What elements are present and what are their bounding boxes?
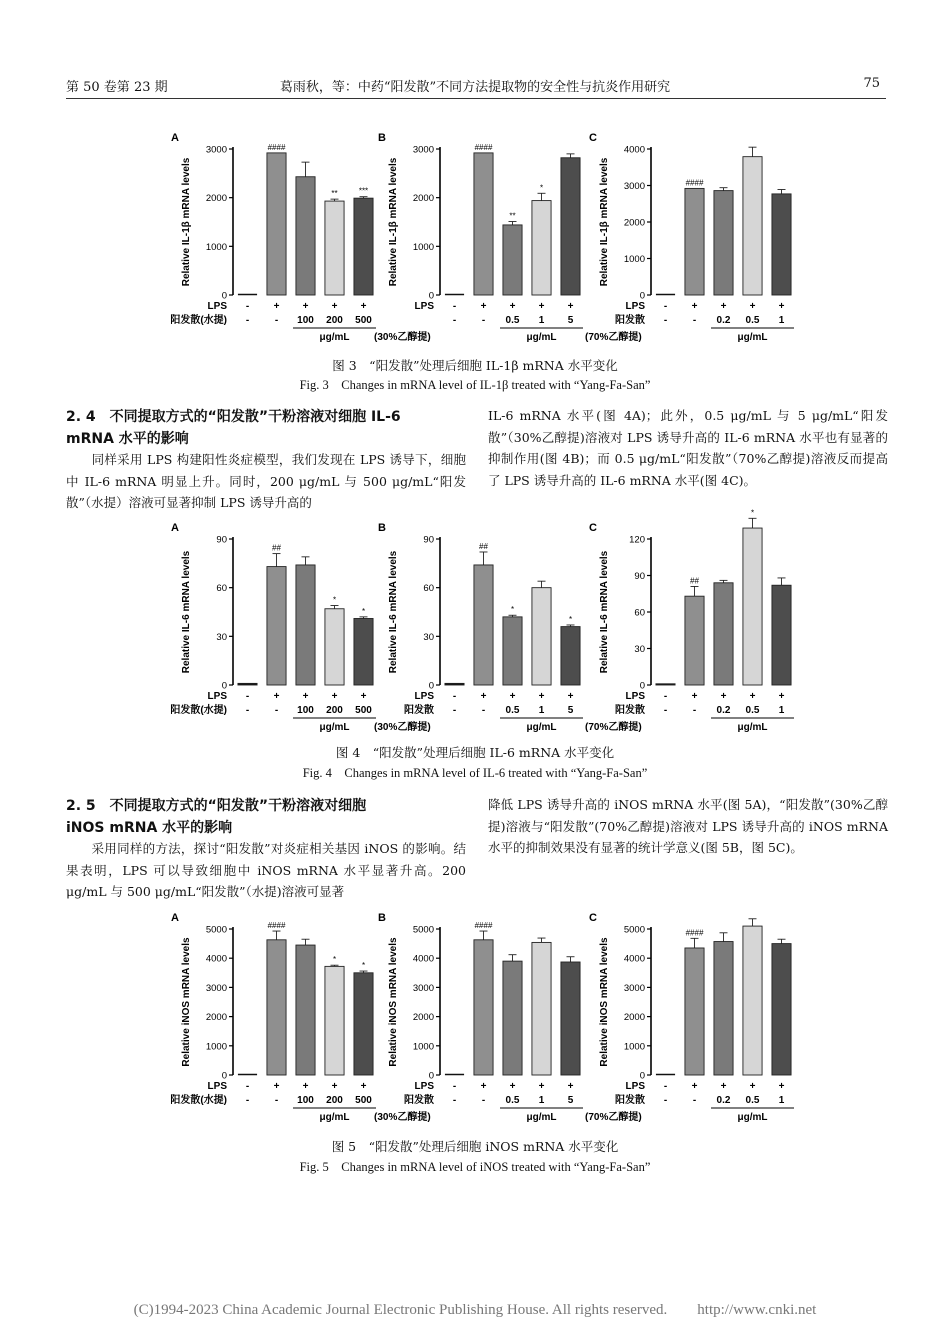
- panel-letter: B: [378, 912, 386, 924]
- extraction-group-label: (70%乙醇提): [585, 722, 642, 733]
- lps-value: +: [778, 1081, 785, 1092]
- bar: [238, 683, 257, 685]
- dose-value: -: [452, 315, 457, 326]
- dose-value: 200: [326, 1095, 343, 1106]
- y-axis-label: Relative IL-6 mRNA levels: [599, 550, 610, 674]
- lps-value: -: [245, 691, 250, 702]
- dose-value: -: [245, 315, 250, 326]
- extraction-group-label: (30%乙醇提): [374, 722, 431, 733]
- dose-value: 5: [567, 705, 574, 716]
- dose-value: 0.5: [505, 315, 520, 326]
- significance-mark: ##: [272, 543, 281, 553]
- bar: [296, 177, 315, 295]
- fig4-caption-en: Fig. 4 Changes in mRNA level of IL-6 treated with “Yang-Fa-San”: [302, 766, 648, 780]
- y-tick-label: 4000: [205, 953, 227, 965]
- lps-value: -: [452, 301, 457, 312]
- bar: [296, 945, 315, 1075]
- dose-value: 5: [567, 315, 574, 326]
- lps-value: +: [778, 691, 785, 702]
- dose-value: 500: [355, 315, 372, 326]
- dose-value: 200: [326, 315, 343, 326]
- y-tick-label: 0: [428, 680, 434, 692]
- treatment-row-label: 阳发散(水提): [170, 1095, 227, 1106]
- bar: [474, 153, 493, 295]
- lps-value: -: [663, 301, 668, 312]
- lps-value: -: [245, 1081, 250, 1092]
- lps-value: +: [480, 1081, 487, 1092]
- y-tick-label: 5000: [205, 924, 227, 936]
- significance-mark: ***: [358, 186, 369, 196]
- panel-letter: A: [171, 912, 179, 924]
- lps-value: +: [538, 691, 545, 702]
- running-title: 葛雨秋，等：中药“阳发散”不同方法提取物的安全性与抗炎作用研究: [279, 80, 671, 95]
- dose-value: 0.2: [716, 1095, 731, 1106]
- dose-value: -: [274, 1095, 279, 1106]
- bar: [714, 583, 733, 685]
- lps-value: -: [452, 691, 457, 702]
- lps-value: +: [691, 1081, 698, 1092]
- dose-value: -: [481, 705, 486, 716]
- y-tick-label: 0: [639, 680, 645, 692]
- panel-letter: A: [171, 522, 179, 534]
- bar: [772, 585, 791, 685]
- lps-value: +: [480, 691, 487, 702]
- fig4-panel-b: [372, 515, 597, 745]
- y-tick-label: 3000: [623, 982, 645, 994]
- lps-value: +: [360, 301, 367, 312]
- lps-value: +: [273, 1081, 280, 1092]
- significance-mark: ####: [474, 921, 493, 931]
- y-tick-label: 90: [216, 534, 227, 546]
- y-tick-label: 1000: [412, 241, 434, 253]
- fig5-panel-a: [165, 905, 390, 1135]
- bar: [267, 567, 286, 685]
- bar: [561, 627, 580, 685]
- lps-value: +: [331, 301, 338, 312]
- y-tick-label: 3000: [205, 144, 227, 156]
- significance-mark: ####: [267, 921, 286, 931]
- lps-value: +: [720, 691, 727, 702]
- journal-volume-issue: 第 50 卷第 23 期: [66, 80, 168, 95]
- y-axis-label: Relative IL-6 mRNA levels: [181, 550, 192, 674]
- lps-value: +: [567, 691, 574, 702]
- treatment-row-label: 阳发散(水提): [170, 315, 227, 326]
- y-tick-label: 120: [629, 534, 645, 546]
- y-tick-label: 4000: [623, 953, 645, 965]
- dose-value: 1: [538, 1095, 545, 1106]
- copyright-footer: (C)1994-2023 China Academic Journal Electronic Publishing House. All rights reserved. http://www.cnki.net: [133, 1302, 817, 1318]
- bar: [561, 962, 580, 1075]
- fig3-caption-en: Fig. 3 Changes in mRNA level of IL-1β treated with “Yang-Fa-San”: [299, 378, 651, 392]
- dose-value: -: [274, 705, 279, 716]
- significance-mark: *: [510, 605, 515, 615]
- lps-value: +: [480, 301, 487, 312]
- bar: [532, 942, 551, 1075]
- dose-value: -: [663, 1095, 668, 1106]
- fig5-caption-en: Fig. 5 Changes in mRNA level of iNOS treated with “Yang-Fa-San”: [299, 1160, 651, 1174]
- bar: [503, 225, 522, 295]
- unit-label: μg/mL: [737, 1112, 768, 1123]
- dose-value: 100: [297, 315, 314, 326]
- unit-label: μg/mL: [526, 332, 557, 343]
- lps-row-label: LPS: [414, 691, 434, 702]
- fig4-panel-c: [583, 508, 808, 745]
- panel-letter: C: [589, 912, 597, 924]
- header-rule: [66, 98, 886, 99]
- dose-value: 1: [778, 315, 785, 326]
- lps-value: +: [778, 301, 785, 312]
- y-tick-label: 1000: [205, 1041, 227, 1053]
- y-axis-label: Relative iNOS mRNA levels: [181, 937, 192, 1067]
- significance-mark: **: [331, 189, 338, 199]
- y-tick-label: 1000: [623, 1041, 645, 1053]
- lps-row-label: LPS: [625, 301, 645, 312]
- lps-row-label: LPS: [207, 691, 227, 702]
- y-tick-label: 0: [639, 1070, 645, 1082]
- treatment-row-label: 阳发散: [404, 1095, 434, 1106]
- extraction-group-label: (70%乙醇提): [585, 332, 642, 343]
- lps-value: +: [509, 1081, 516, 1092]
- fig4-caption-cn: 图 4 “阳发散”处理后细胞 IL-6 mRNA 水平变化: [335, 745, 615, 760]
- bar: [267, 153, 286, 295]
- bar: [503, 961, 522, 1075]
- fig5-panel-c: [583, 905, 808, 1135]
- bar: [772, 944, 791, 1075]
- treatment-row-label: 阳发散: [615, 1095, 645, 1106]
- fig3-panel-c: [583, 125, 808, 355]
- lps-row-label: LPS: [414, 1081, 434, 1092]
- dose-value: 5: [567, 1095, 574, 1106]
- y-axis-label: Relative IL-1β mRNA levels: [388, 157, 399, 287]
- bar: [354, 618, 373, 685]
- unit-label: μg/mL: [319, 332, 350, 343]
- bar: [325, 966, 344, 1075]
- significance-mark: *: [568, 614, 573, 624]
- fig5-caption-cn: 图 5 “阳发散”处理后细胞 iNOS mRNA 水平变化: [331, 1139, 619, 1154]
- y-tick-label: 0: [221, 290, 227, 302]
- dose-value: 1: [778, 705, 785, 716]
- dose-value: -: [692, 705, 697, 716]
- unit-label: μg/mL: [526, 1112, 557, 1123]
- bar: [325, 609, 344, 685]
- significance-mark: ####: [685, 928, 704, 938]
- bar: [532, 201, 551, 295]
- dose-value: 1: [538, 315, 545, 326]
- bar: [267, 940, 286, 1075]
- significance-mark: ##: [690, 576, 699, 586]
- y-tick-label: 1000: [205, 241, 227, 253]
- y-axis-label: Relative IL-6 mRNA levels: [388, 550, 399, 674]
- y-tick-label: 4000: [623, 144, 645, 156]
- dose-value: 100: [297, 705, 314, 716]
- y-tick-label: 5000: [623, 924, 645, 936]
- section-2-5-text-right: 降低 LPS 诱导升高的 iNOS mRNA 水平(图 5A)，“阳发散”(30%乙醇提)溶液与“阳发散”(70%乙醇提)溶液对 LPS 诱导升高的 iNOS mRNA 水平的抑制效果没有显著的统计学意义(图 5B，图 5C)。: [488, 797, 888, 855]
- unit-label: μg/mL: [737, 722, 768, 733]
- bar: [354, 198, 373, 295]
- extraction-group-label: (30%乙醇提): [374, 332, 431, 343]
- y-tick-label: 1000: [623, 254, 645, 265]
- significance-mark: *: [539, 183, 544, 193]
- section-2-5-text-left: 采用同样的方法，探讨“阳发散”对炎症相关基因 iNOS 的影响。结果表明，LPS 可以导致细胞中 iNOS mRNA 水平显著升高。200 μg/mL 与 500 μg/mL“阳发散”（水提)溶液可显著: [66, 841, 466, 899]
- y-tick-label: 2000: [412, 193, 434, 205]
- lps-row-label: LPS: [207, 1081, 227, 1092]
- unit-label: μg/mL: [737, 332, 768, 343]
- y-tick-label: 2000: [412, 1012, 434, 1024]
- lps-value: +: [720, 301, 727, 312]
- fig3-panel-a: [165, 125, 390, 355]
- bar: [743, 157, 762, 295]
- dose-value: 1: [538, 705, 545, 716]
- dose-value: 0.5: [505, 1095, 520, 1106]
- significance-mark: ##: [479, 541, 488, 551]
- y-axis-label: Relative IL-1β mRNA levels: [599, 157, 610, 287]
- significance-mark: **: [509, 211, 516, 221]
- y-tick-label: 90: [634, 571, 645, 582]
- y-tick-label: 3000: [205, 982, 227, 994]
- lps-value: +: [509, 691, 516, 702]
- bar: [561, 158, 580, 295]
- dose-value: 100: [297, 1095, 314, 1106]
- lps-value: -: [663, 691, 668, 702]
- section-2-5-heading-line2: iNOS mRNA 水平的影响: [66, 820, 233, 836]
- significance-mark: *: [361, 606, 366, 616]
- section-2-4-heading-line1: 2. 4 不同提取方式的“阳发散”干粉溶液对细胞 IL-6: [66, 409, 401, 425]
- lps-value: +: [567, 1081, 574, 1092]
- bar: [685, 188, 704, 295]
- y-tick-label: 4000: [412, 953, 434, 965]
- bar: [296, 565, 315, 685]
- y-tick-label: 60: [634, 607, 645, 619]
- lps-row-label: LPS: [625, 691, 645, 702]
- dose-value: 500: [355, 705, 372, 716]
- dose-value: -: [452, 1095, 457, 1106]
- section-2-4-text-left: 同样采用 LPS 构建阳性炎症模型，我们发现在 LPS 诱导下，细胞中 IL-6 mRNA 明显上升。同时，200 μg/mL 与 500 μg/mL“阳发散”（水提）溶液可显著抑制 LPS 诱导升高的: [66, 452, 466, 510]
- lps-value: +: [302, 301, 309, 312]
- significance-mark: ####: [267, 142, 286, 152]
- lps-value: -: [452, 1081, 457, 1092]
- bar: [714, 942, 733, 1075]
- lps-row-label: LPS: [414, 301, 434, 312]
- unit-label: μg/mL: [526, 722, 557, 733]
- lps-value: +: [538, 1081, 545, 1092]
- lps-row-label: LPS: [207, 301, 227, 312]
- treatment-row-label: 阳发散: [404, 705, 434, 716]
- lps-value: +: [331, 691, 338, 702]
- dose-value: -: [245, 705, 250, 716]
- dose-value: -: [692, 1095, 697, 1106]
- y-tick-label: 2000: [623, 1012, 645, 1024]
- lps-value: +: [360, 1081, 367, 1092]
- panel-letter: A: [171, 132, 179, 144]
- y-axis-label: Relative iNOS mRNA levels: [388, 937, 399, 1067]
- section-2-4-text-right: IL-6 mRNA 水平(图 4A)；此外，0.5 μg/mL 与 5 μg/mL“阳发散”（30%乙醇提)溶液对 LPS 诱导升高的 IL-6 mRNA 水平也有显著的抑制作用(图 4B)；而 0.5 μg/mL“阳发散”（70%乙醇提)溶液反而提高了 LPS 诱导升高的 IL-6 mRNA 水平(图 4C)。: [488, 408, 888, 488]
- dose-value: -: [481, 315, 486, 326]
- bar: [714, 191, 733, 295]
- lps-value: +: [720, 1081, 727, 1092]
- dose-value: 0.5: [745, 1095, 760, 1106]
- panel-letter: C: [589, 522, 597, 534]
- dose-value: -: [452, 705, 457, 716]
- dose-value: 0.5: [745, 315, 760, 326]
- y-tick-label: 2000: [205, 1012, 227, 1024]
- dose-value: -: [274, 315, 279, 326]
- bar: [743, 926, 762, 1075]
- y-tick-label: 3000: [412, 144, 434, 156]
- dose-value: -: [481, 1095, 486, 1106]
- dose-value: -: [692, 315, 697, 326]
- treatment-row-label: 阳发散: [615, 315, 645, 326]
- y-tick-label: 30: [216, 631, 227, 643]
- significance-mark: *: [332, 595, 337, 605]
- lps-value: +: [360, 691, 367, 702]
- extraction-group-label: (70%乙醇提): [585, 1112, 642, 1123]
- lps-value: +: [567, 301, 574, 312]
- dose-value: 1: [778, 1095, 785, 1106]
- page-number: 75: [863, 76, 880, 91]
- lps-value: +: [509, 301, 516, 312]
- y-tick-label: 2000: [623, 217, 645, 229]
- lps-value: +: [691, 301, 698, 312]
- bar: [354, 973, 373, 1075]
- dose-value: 0.5: [505, 705, 520, 716]
- fig5-panel-b: [372, 905, 597, 1135]
- lps-value: +: [331, 1081, 338, 1092]
- bar: [685, 596, 704, 685]
- y-tick-label: 0: [428, 1070, 434, 1082]
- bar: [685, 948, 704, 1075]
- y-tick-label: 60: [423, 583, 434, 595]
- treatment-row-label: 阳发散: [615, 705, 645, 716]
- significance-mark: *: [332, 955, 337, 965]
- dose-value: 0.5: [745, 705, 760, 716]
- y-tick-label: 1000: [412, 1041, 434, 1053]
- unit-label: μg/mL: [319, 1112, 350, 1123]
- bar: [474, 940, 493, 1075]
- lps-value: +: [538, 301, 545, 312]
- lps-value: +: [302, 691, 309, 702]
- y-tick-label: 30: [634, 644, 645, 655]
- y-tick-label: 5000: [412, 924, 434, 936]
- unit-label: μg/mL: [319, 722, 350, 733]
- significance-mark: *: [750, 508, 755, 518]
- significance-mark: ####: [685, 178, 704, 188]
- panel-letter: B: [378, 522, 386, 534]
- significance-mark: *: [361, 961, 366, 971]
- lps-row-label: LPS: [625, 1081, 645, 1092]
- bar: [532, 588, 551, 685]
- y-tick-label: 0: [221, 1070, 227, 1082]
- dose-value: 200: [326, 705, 343, 716]
- lps-value: +: [749, 691, 756, 702]
- y-axis-label: Relative iNOS mRNA levels: [599, 937, 610, 1067]
- panel-letter: C: [589, 132, 597, 144]
- dose-value: -: [663, 705, 668, 716]
- y-tick-label: 90: [423, 534, 434, 546]
- y-axis-label: Relative IL-1β mRNA levels: [181, 157, 192, 287]
- lps-value: -: [245, 301, 250, 312]
- y-tick-label: 30: [423, 631, 434, 643]
- lps-value: +: [749, 301, 756, 312]
- section-2-5-heading-line1: 2. 5 不同提取方式的“阳发散”干粉溶液对细胞: [66, 798, 367, 814]
- lps-value: +: [273, 691, 280, 702]
- section-2-4-heading-line2: mRNA 水平的影响: [66, 431, 189, 447]
- lps-value: +: [273, 301, 280, 312]
- bar: [656, 684, 675, 685]
- y-tick-label: 3000: [623, 181, 645, 192]
- extraction-group-label: (30%乙醇提): [374, 1112, 431, 1123]
- fig3-caption-cn: 图 3 “阳发散”处理后细胞 IL-1β mRNA 水平变化: [332, 358, 618, 373]
- y-tick-label: 0: [428, 290, 434, 302]
- lps-value: +: [691, 691, 698, 702]
- dose-value: 0.2: [716, 705, 731, 716]
- lps-value: +: [302, 1081, 309, 1092]
- significance-mark: ####: [474, 142, 493, 152]
- bar: [474, 565, 493, 685]
- bar: [445, 683, 464, 685]
- bar: [325, 201, 344, 295]
- panel-letter: B: [378, 132, 386, 144]
- dose-value: 500: [355, 1095, 372, 1106]
- dose-value: 0.2: [716, 315, 731, 326]
- dose-value: -: [663, 315, 668, 326]
- bar: [772, 194, 791, 295]
- fig4-panel-a: [165, 515, 390, 745]
- dose-value: -: [245, 1095, 250, 1106]
- y-tick-label: 0: [221, 680, 227, 692]
- lps-value: -: [663, 1081, 668, 1092]
- y-tick-label: 2000: [205, 193, 227, 205]
- bar: [743, 528, 762, 685]
- y-tick-label: 3000: [412, 982, 434, 994]
- fig3-panel-b: [372, 125, 597, 355]
- y-tick-label: 60: [216, 583, 227, 595]
- y-tick-label: 0: [639, 290, 645, 302]
- lps-value: +: [749, 1081, 756, 1092]
- bar: [503, 617, 522, 685]
- treatment-row-label: 阳发散(水提): [170, 705, 227, 716]
